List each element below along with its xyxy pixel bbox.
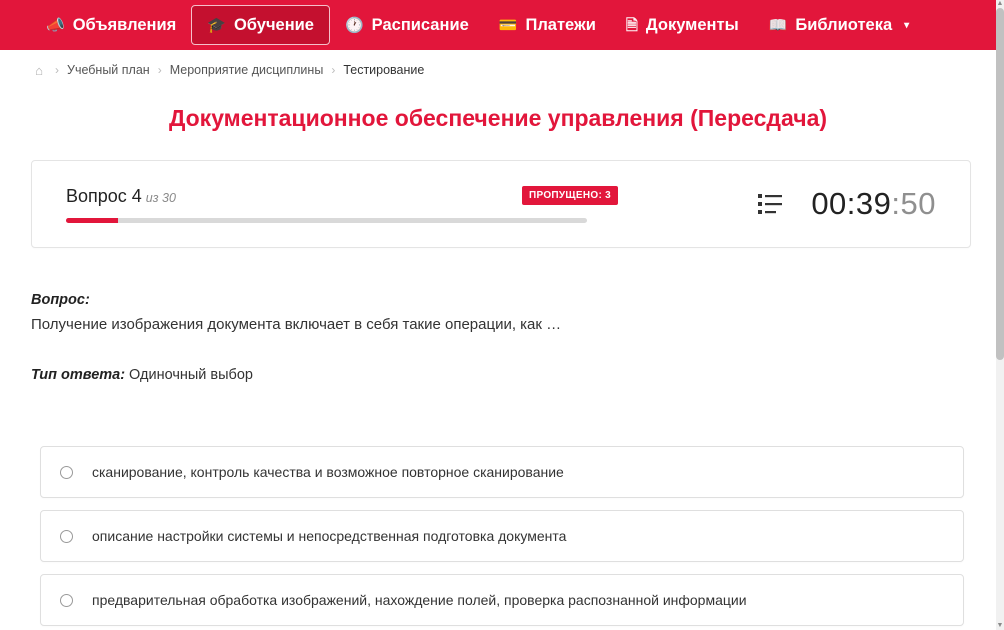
breadcrumb-item-curriculum[interactable]: Учебный план: [67, 63, 150, 77]
answer-option-label: сканирование, контроль качества и возможное повторное сканирование: [92, 464, 564, 480]
answer-type-value: Одиночный выбор: [129, 367, 253, 383]
vertical-scrollbar[interactable]: [996, 0, 1004, 630]
question-progress-bar: [66, 218, 587, 223]
quiz-timer: [811, 186, 970, 222]
radio-button-icon[interactable]: [60, 466, 73, 479]
nav-item-documents[interactable]: [611, 0, 754, 50]
question-number: [66, 186, 592, 207]
chevron-down-icon: ▾: [904, 19, 910, 31]
breadcrumb: [0, 50, 996, 88]
status-badge-skipped: ПРОПУЩЕНО: 3: [522, 186, 618, 205]
radio-button-icon[interactable]: [60, 530, 73, 543]
credit-card-icon: 💳: [498, 16, 518, 34]
timer-seconds: :50: [891, 186, 936, 221]
breadcrumb-separator: ›: [157, 63, 162, 77]
question-section: [31, 292, 965, 333]
answer-option-label: предварительная обработка изображений, нахождение полей, проверка распознанной информации: [92, 592, 747, 608]
question-progress-fill: [66, 218, 118, 223]
nav-label-documents: Документы: [645, 15, 739, 34]
nav-label-announcements: Объявления: [72, 15, 177, 34]
radio-button-icon[interactable]: [60, 594, 73, 607]
scroll-up-arrow-icon[interactable]: ▲: [996, 0, 1004, 7]
answer-option[interactable]: [40, 574, 964, 626]
page-title: Документационное обеспечение управления (Пересдача): [168, 105, 828, 131]
question-progress-block: [32, 186, 592, 223]
document-icon: 🗎: [625, 16, 638, 34]
question-body: [0, 292, 996, 383]
nav-item-library[interactable]: [754, 0, 925, 50]
nav-label-training: Обучение: [233, 15, 314, 34]
breadcrumb-item-testing: Тестирование: [343, 63, 425, 77]
quiz-header-card: [31, 160, 971, 248]
nav-item-announcements[interactable]: [31, 0, 191, 50]
book-icon: 📖: [768, 16, 788, 34]
answer-type-label: Тип ответа:: [31, 367, 126, 383]
home-icon[interactable]: ⌂: [35, 62, 43, 78]
nav-label-library: Библиотека: [795, 15, 893, 34]
answer-options-list: [40, 446, 964, 626]
timer-main: 00:39: [811, 186, 892, 221]
nav-item-schedule[interactable]: [330, 0, 484, 50]
breadcrumb-item-discipline-event[interactable]: Мероприятие дисциплины: [169, 63, 324, 77]
breadcrumb-separator: ›: [331, 63, 336, 77]
question-label: Вопрос:: [31, 292, 90, 308]
answer-option[interactable]: [40, 510, 964, 562]
question-list-icon[interactable]: [740, 189, 800, 219]
scrollbar-thumb[interactable]: [996, 8, 1004, 360]
question-total-label: из 30: [145, 190, 176, 205]
question-text: Получение изображения документа включает в себя такие операции, как …: [31, 316, 562, 333]
megaphone-icon: 📣: [46, 16, 65, 34]
question-number-label: Вопрос 4: [66, 185, 142, 206]
main-navigation: [0, 0, 996, 50]
answer-type-row: [31, 367, 965, 383]
nav-item-payments[interactable]: [484, 0, 611, 50]
breadcrumb-separator: ›: [55, 63, 59, 77]
nav-item-training[interactable]: [191, 5, 330, 45]
answer-option[interactable]: [40, 446, 964, 498]
nav-label-payments: Платежи: [525, 15, 596, 34]
graduation-cap-icon: 🎓: [207, 16, 226, 34]
answer-option-label: описание настройки системы и непосредственная подготовка документа: [92, 528, 567, 544]
clock-icon: 🕐: [344, 16, 364, 34]
nav-label-schedule: Расписание: [371, 15, 469, 34]
scroll-down-arrow-icon[interactable]: ▼: [996, 622, 1004, 629]
